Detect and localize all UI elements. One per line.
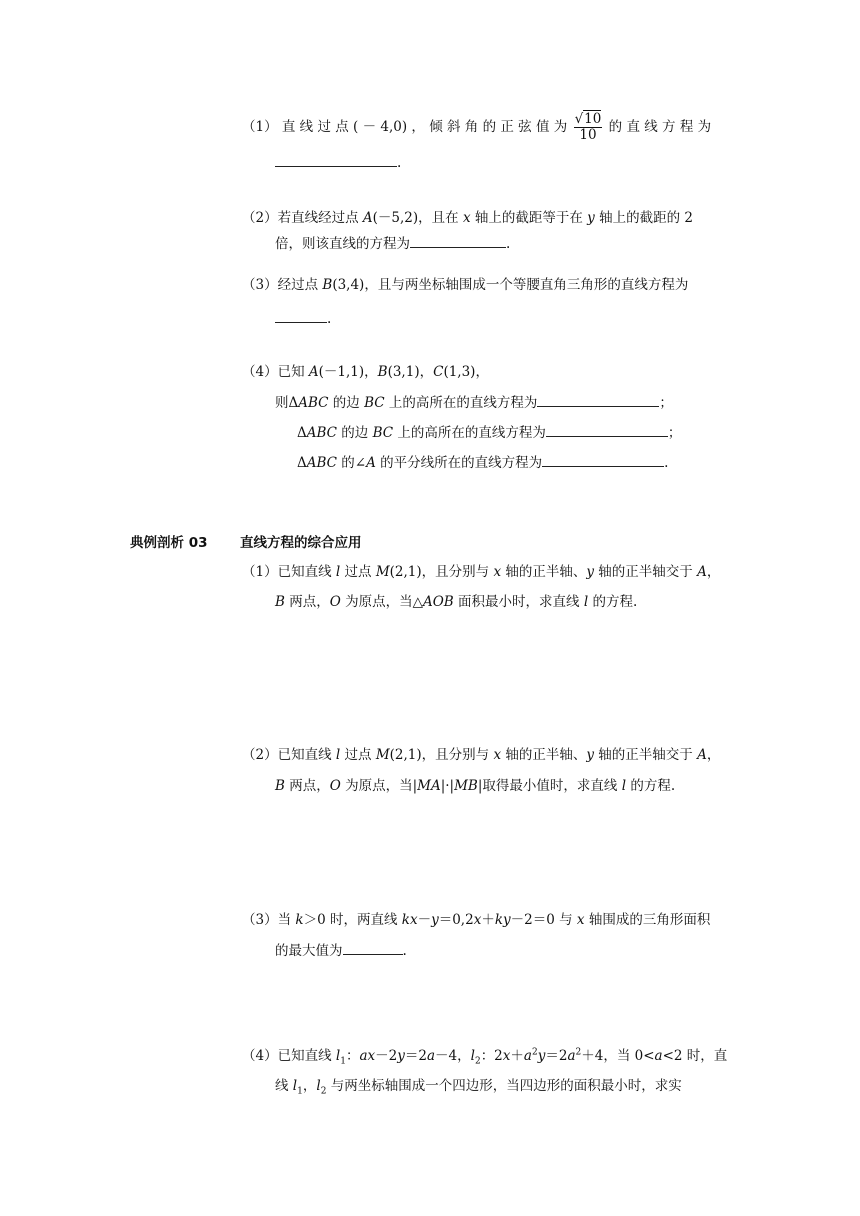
var-y: y (587, 210, 595, 226)
var-x: x (502, 1048, 511, 1064)
text: 的方程. (588, 594, 638, 610)
answer-blank[interactable] (275, 308, 327, 323)
text: ＋ (510, 1048, 524, 1064)
point-a: A (308, 364, 319, 380)
superscript: 2 (531, 1047, 538, 1058)
side-bc: BC (372, 425, 394, 441)
point-c: C (433, 364, 444, 380)
var-y: y (503, 912, 511, 928)
text: <2 时，直 (662, 1048, 728, 1064)
point-a: A (697, 564, 707, 580)
problem-4-line-3 (297, 422, 681, 443)
text: 轴的正半轴交于 (594, 564, 698, 580)
point-b: B (377, 364, 388, 380)
text: 轴上的截距的 2 (594, 210, 693, 226)
text: 轴的正半轴、 (501, 564, 587, 580)
problem-number: （1） (242, 564, 278, 580)
text: 经过点 (277, 277, 323, 293)
text: 已知直线 (277, 1048, 336, 1064)
text: ＋ (481, 912, 495, 928)
text: ＋4，当 0< (581, 1048, 655, 1064)
var-k: k (494, 912, 503, 928)
text: 过点 (340, 564, 376, 580)
text: ： (345, 1048, 360, 1064)
problem-2-line-2 (275, 233, 510, 254)
var-a: a (426, 1048, 436, 1064)
line-l: l (621, 778, 627, 794)
point-m: M (375, 564, 390, 580)
text: Δ (297, 425, 307, 441)
text: 若直线经过点 (277, 210, 363, 226)
side-bc: BC (364, 395, 385, 411)
text: (－5,2)，且在 (372, 210, 463, 226)
text: ＞0 时，两直线 (303, 912, 402, 928)
var-x: x (462, 210, 471, 226)
example-3-line-2 (275, 940, 407, 961)
problem-1-line-1 (242, 112, 711, 143)
period: . (402, 943, 407, 959)
subscript: 2 (320, 1086, 327, 1097)
fraction-sqrt10-over-10 (574, 112, 603, 143)
point-b: B (322, 277, 333, 293)
segment-mb: MB (454, 778, 478, 794)
line-l: l (583, 594, 589, 610)
answer-blank[interactable] (546, 422, 668, 437)
text: Δ (297, 455, 307, 471)
text: 的边 (337, 425, 373, 441)
problem-number: （4） (242, 364, 278, 380)
text: 轴上的截距等于在 (470, 210, 588, 226)
text: 的∠ (337, 455, 367, 471)
point-b: B (275, 594, 285, 610)
segment-ma: MA (417, 778, 441, 794)
var-y: y (586, 564, 594, 580)
var-a: a (523, 1048, 532, 1064)
problem-4-line-4 (297, 452, 668, 473)
section-label: 典例剖析 03 (130, 535, 208, 551)
line-l1: l (292, 1078, 298, 1094)
subscript: 1 (340, 1056, 346, 1067)
semicolon: ； (659, 395, 673, 411)
text: －2＝0 与 (510, 912, 577, 928)
problem-4-line-2 (275, 392, 673, 413)
problem-number: （2） (242, 210, 278, 226)
period: . (506, 236, 511, 252)
semicolon: ； (667, 425, 682, 441)
text: ＝0,2 (438, 912, 474, 928)
triangle-abc: ABC (298, 395, 329, 411)
text: 上的高所在的直线方程为 (384, 395, 538, 411)
var-y: y (537, 1048, 546, 1064)
angle-a: A (366, 455, 376, 471)
text: (2,1)，且分别与 (389, 747, 494, 763)
point-a: A (362, 210, 373, 226)
var-a: a (359, 1048, 368, 1064)
answer-blank[interactable] (410, 233, 506, 248)
var-k: k (295, 912, 304, 928)
text: ， (302, 1078, 317, 1094)
answer-blank[interactable] (542, 452, 664, 467)
text: |·| (440, 778, 455, 794)
period: . (397, 155, 402, 171)
fraction-numerator: 10 (584, 111, 602, 127)
problem-4-line-1 (242, 362, 489, 382)
line-l: l (335, 564, 341, 580)
subscript: 2 (474, 1056, 481, 1067)
text: (－1,1)， (318, 364, 378, 380)
example-2-line-2 (275, 776, 675, 796)
var-a: a (567, 1048, 576, 1064)
text: 轴围成的三角形面积 (584, 912, 711, 928)
text: 的方程. (626, 778, 676, 794)
problem-number: （4） (242, 1048, 278, 1064)
var-x: x (493, 747, 502, 763)
problem-2-line-1 (242, 208, 693, 228)
var-x: x (493, 564, 502, 580)
text: 线 (275, 1078, 293, 1094)
subscript: 1 (297, 1086, 303, 1097)
text: (3,4)，且与两坐标轴围成一个等腰直角三角形的直线方程为 (332, 277, 689, 293)
line-l2: l (470, 1048, 475, 1064)
problem-text: 直 线 过 点 ( － 4,0) ， 倾 斜 角 的 正 弦 值 为 (277, 119, 572, 135)
var-x: x (367, 1048, 376, 1064)
text: 的最大值为 (275, 943, 343, 959)
text: 的边 (328, 395, 365, 411)
problem-number: （3） (242, 277, 278, 293)
problem-number: （1） (242, 119, 278, 135)
section-title: 直线方程的综合应用 (240, 535, 362, 551)
line-l1: l (335, 1048, 341, 1064)
text: 已知 (277, 364, 309, 380)
period: . (664, 455, 669, 471)
text: 两点， (284, 778, 330, 794)
answer-blank[interactable] (275, 152, 397, 167)
answer-blank[interactable] (537, 392, 659, 407)
example-3-line-1 (242, 910, 710, 930)
example-1-line-1 (242, 562, 720, 582)
text: 倍，则该直线的方程为 (275, 236, 410, 252)
triangle-abc: ABC (306, 455, 337, 471)
fraction-denominator: 10 (579, 127, 597, 143)
problem-3-line-1 (242, 275, 688, 295)
text: 当 (277, 912, 296, 928)
var-y: y (586, 747, 594, 763)
text: ：2 (480, 1048, 503, 1064)
text: 轴的正半轴交于 (594, 747, 698, 763)
var-x: x (409, 912, 418, 928)
text: 为原点，当△ (340, 594, 423, 610)
problem-number: （3） (242, 912, 278, 928)
text: ＝2 (545, 1048, 568, 1064)
var-x: x (473, 912, 482, 928)
problem-text: 的 直 线 方 程 为 (604, 119, 712, 135)
text: (3,1)， (387, 364, 434, 380)
text: －4， (435, 1048, 471, 1064)
problem-number: （2） (242, 747, 278, 763)
text: 则Δ (275, 395, 299, 411)
superscript: 2 (575, 1047, 582, 1058)
text: 上的高所在的直线方程为 (393, 425, 546, 441)
answer-blank[interactable] (343, 940, 403, 955)
text: 已知直线 (277, 747, 336, 763)
point-o: O (329, 778, 341, 794)
period: . (327, 311, 332, 327)
triangle-abc: ABC (306, 425, 337, 441)
text: (1,3)， (443, 364, 489, 380)
text: 已知直线 (277, 564, 336, 580)
line-l2: l (316, 1078, 321, 1094)
radical-icon: √ (574, 111, 584, 127)
var-x: x (576, 912, 585, 928)
text: (2,1)，且分别与 (389, 564, 494, 580)
text: 为原点，当| (340, 778, 418, 794)
var-k: k (401, 912, 410, 928)
example-2-line-1 (242, 745, 720, 765)
triangle-aob: AOB (422, 594, 454, 610)
example-1-line-2 (275, 592, 637, 612)
text: 与两坐标轴围成一个四边形，当四边形的面积最小时，求实 (326, 1078, 682, 1094)
text: 两点， (284, 594, 330, 610)
example-4-line-2 (275, 1076, 682, 1096)
point-o: O (329, 594, 341, 610)
point-b: B (275, 778, 285, 794)
text: － (417, 912, 432, 928)
text: 过点 (340, 747, 376, 763)
text: ， (706, 564, 721, 580)
text: ， (706, 747, 721, 763)
text: －2 (375, 1048, 398, 1064)
text: 面积最小时，求直线 (453, 594, 584, 610)
problem-3-line-2 (275, 308, 331, 329)
text: 的平分线所在的直线方程为 (375, 455, 543, 471)
text: 轴的正半轴、 (501, 747, 587, 763)
point-m: M (375, 747, 390, 763)
problem-1-line-2 (275, 152, 401, 173)
example-4-line-1 (242, 1046, 727, 1066)
var-y: y (431, 912, 439, 928)
point-a: A (697, 747, 707, 763)
var-a: a (654, 1048, 663, 1064)
line-l: l (335, 747, 341, 763)
var-y: y (397, 1048, 405, 1064)
text: ＝2 (404, 1048, 427, 1064)
text: |取得最小值时，求直线 (477, 778, 622, 794)
